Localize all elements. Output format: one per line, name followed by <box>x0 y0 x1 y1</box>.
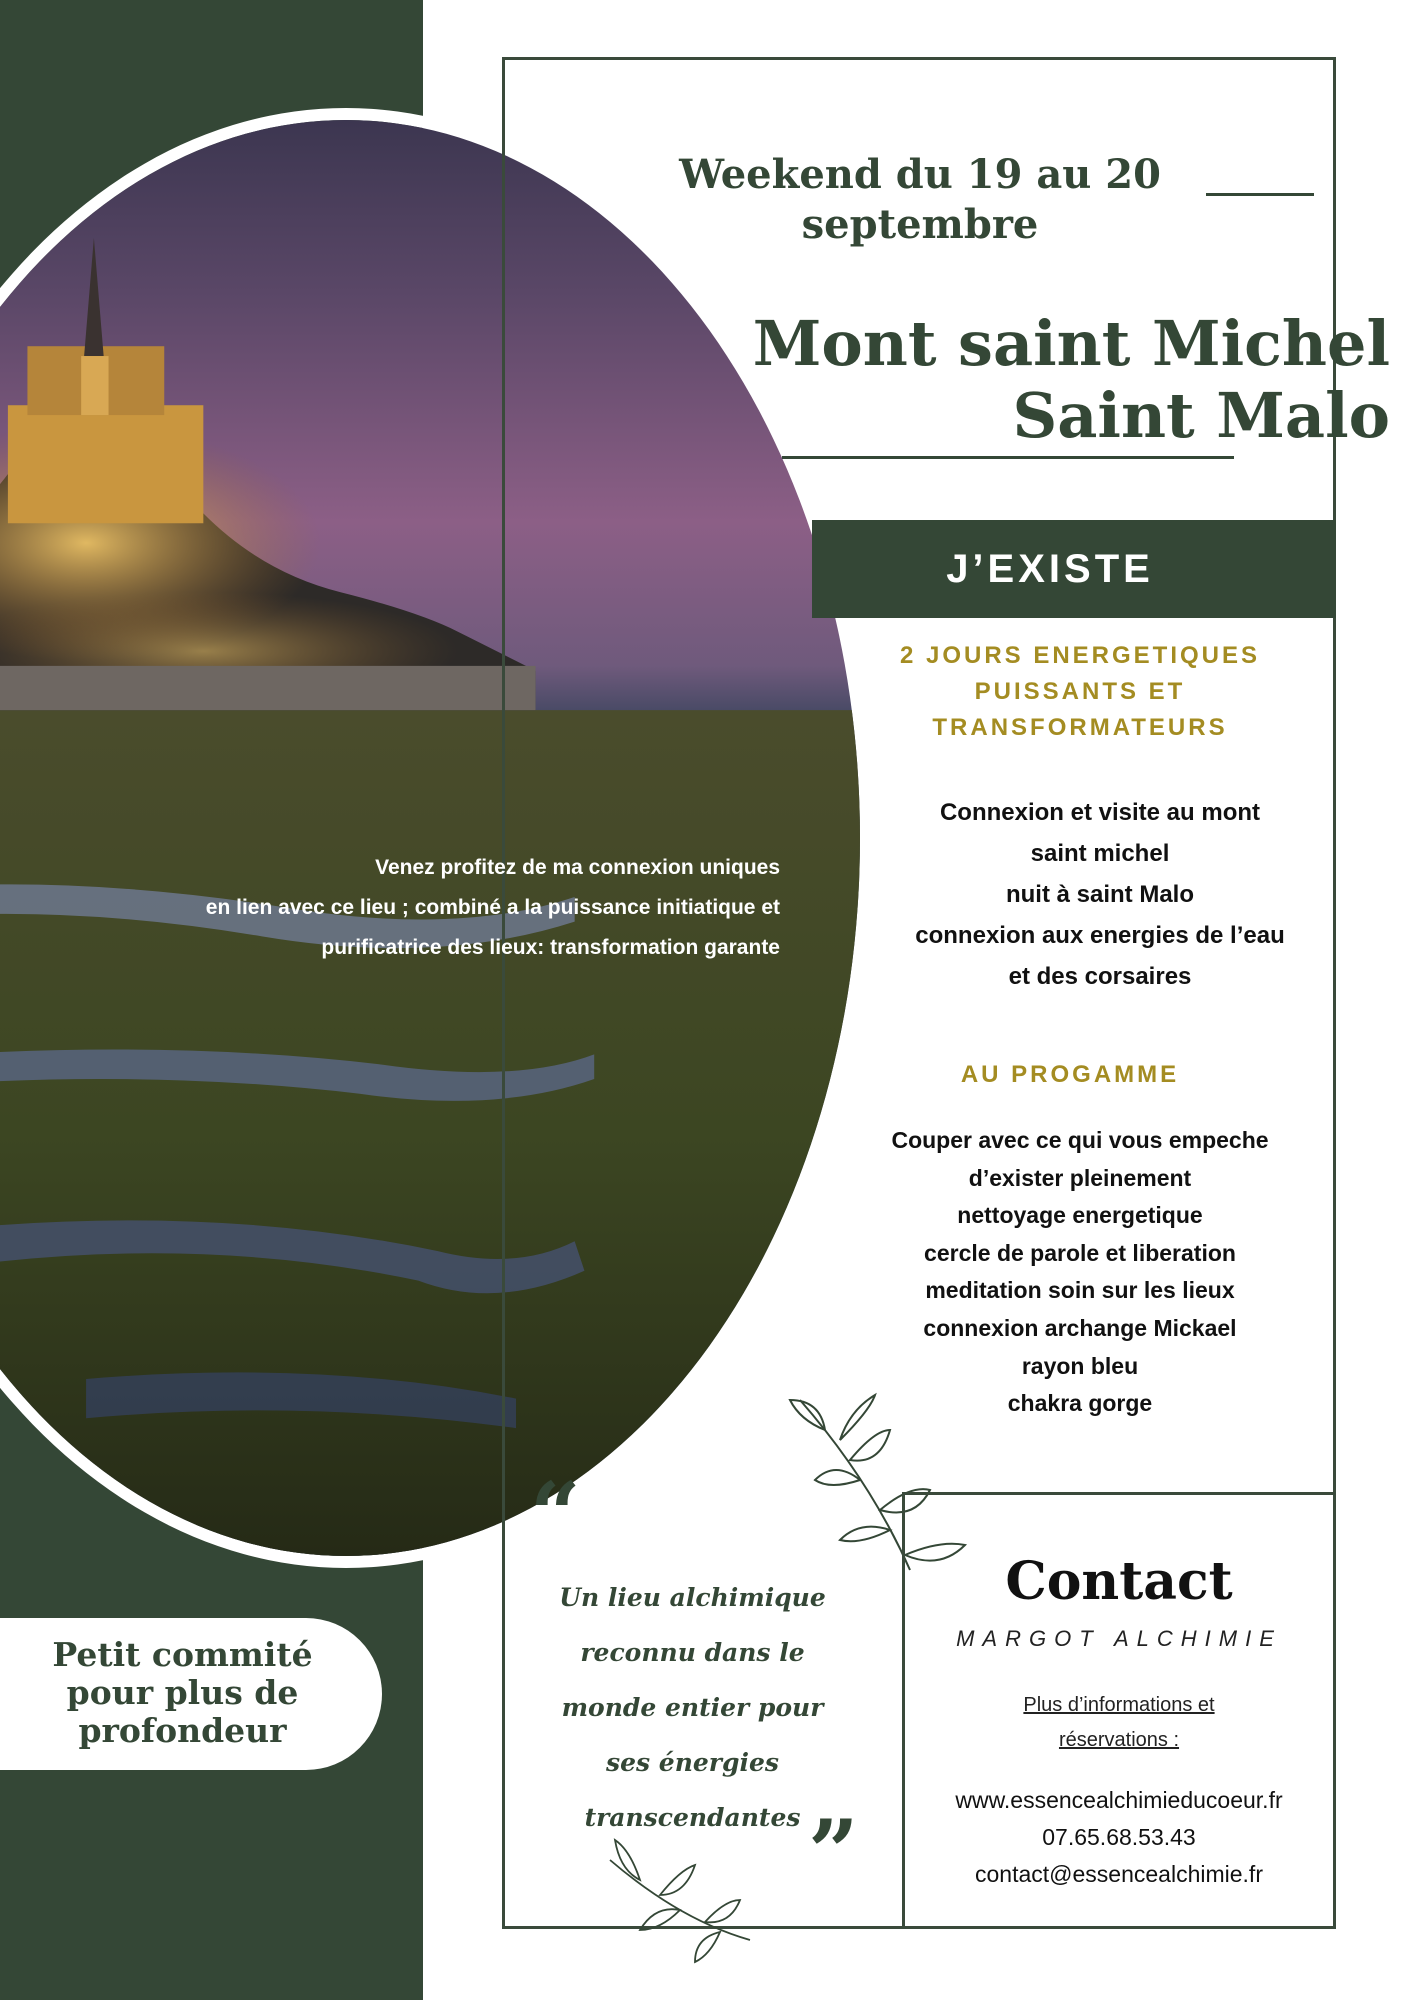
open-quote-icon: “ <box>530 1462 581 1566</box>
date-line-1: Weekend du 19 au 20 <box>679 151 1161 198</box>
list-item: connexion aux energies de l’eau <box>915 922 1285 949</box>
event-title <box>700 308 1390 452</box>
list-item: nettoyage energetique <box>957 1202 1203 1229</box>
program-list <box>840 1122 1320 1423</box>
contact-phone[interactable]: 07.65.68.53.43 <box>1042 1824 1196 1850</box>
list-item: cercle de parole et liberation <box>924 1239 1236 1266</box>
contact-info-label: Plus d’informations et réservations : <box>1023 1694 1215 1751</box>
list-item: Couper avec ce qui vous empeche <box>891 1127 1269 1153</box>
small-group-text: Petit commité pour plus de profondeur <box>52 1635 313 1750</box>
quote-text: Un lieu alchimique reconnu dans le monde entier pour ses énergies transcendantes <box>559 1583 826 1832</box>
list-item: chakra gorge <box>1007 1390 1153 1417</box>
list-item: nuit à saint Malo <box>1005 881 1194 908</box>
date-line-2: septembre <box>801 201 1039 248</box>
list-item: saint michel <box>1030 840 1170 867</box>
subtitle-program: AU PROGAMME <box>960 1061 1180 1088</box>
subtitle-energetic-days: 2 JOURS ENERGETIQUES PUISSANTS ET TRANSFORMATEURS <box>899 642 1261 741</box>
event-date <box>640 150 1200 250</box>
contact-name: MARGOT ALCHIMIE <box>956 1626 1282 1651</box>
photo-overlay-text: Venez profitez de ma connexion uniques en lien avec ce lieu ; combiné a la puissance initiatique et purificatrice des lieux: transformation garante <box>205 856 780 959</box>
list-item: rayon bleu <box>1021 1352 1139 1379</box>
title-line-1: Mont saint Michel <box>752 307 1390 380</box>
date-divider <box>1206 193 1314 196</box>
list-item: connexion archange Mickael <box>923 1314 1237 1341</box>
list-item: Connexion et visite au mont <box>939 799 1261 826</box>
list-item: meditation soin sur les lieux <box>925 1277 1235 1304</box>
contact-details <box>902 1782 1336 1893</box>
jexiste-label: J’EXISTE <box>946 547 1154 591</box>
program-intro <box>860 792 1340 997</box>
close-quote-icon: ” <box>808 1800 859 1904</box>
title-line-2: Saint Malo <box>1012 379 1390 452</box>
leaf-sprig-icon <box>600 1830 760 1970</box>
contact-email[interactable]: contact@essencealchimie.fr <box>975 1861 1263 1887</box>
contact-website[interactable]: www.essencealchimieducoeur.fr <box>955 1787 1283 1813</box>
list-item: et des corsaires <box>1008 963 1192 990</box>
title-divider <box>782 456 1234 459</box>
list-item: d’exister pleinement <box>968 1164 1192 1191</box>
contact-title: Contact <box>1005 1551 1233 1612</box>
